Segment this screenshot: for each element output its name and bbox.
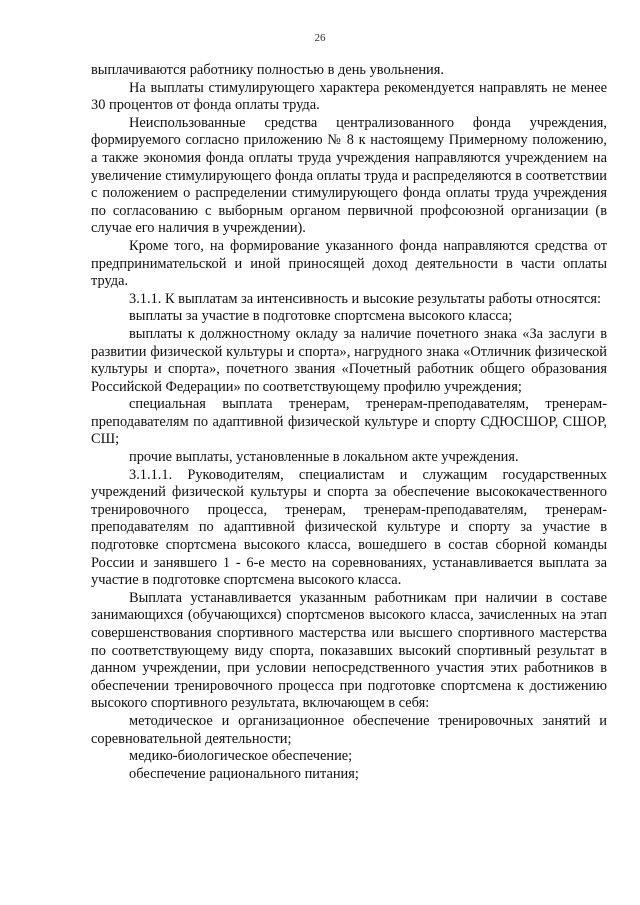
paragraph: 3.1.1. К выплатам за интенсивность и высокие результаты работы относятся: — [129, 290, 601, 307]
paragraph: 3.1.1.1. Руководителям, специалистам и служащим государственных учреждений физической культуры и спорта за обеспечение высококачественного тренировочного процесса, тренерам, тренерам-преподавателям, тренерам-преподавателям по адаптивной физической культуре и спорту за участие в подготовке спортсмена высокого класса, вошедшего в состав сборной команды России и занявшего 1 - 6-е место на соревнованиях, устанавливается выплата за участие в подготовке спортсмена высокого класса. — [91, 466, 607, 589]
page-number: 26 — [314, 32, 326, 44]
paragraph: выплаты за участие в подготовке спортсмена высокого класса; — [129, 308, 513, 325]
document-body — [91, 62, 607, 783]
paragraph: обеспечение рационального питания; — [129, 765, 359, 782]
paragraph: выплаты к должностному окладу за наличие почетного знака «За заслуги в развитии физической культуры и спорта», нагрудного знака «Отличник физической культуры и спорта», почетного звания «Почетный работник общего образования Российской Федерации» по соответствующему профилю учреждения; — [91, 325, 607, 395]
paragraph: прочие выплаты, установленные в локальном акте учреждения. — [129, 449, 519, 466]
paragraph: медико-биологическое обеспечение; — [129, 748, 353, 765]
paragraph: Кроме того, на формирование указанного фонда направляются средства от предпринимательской и иной приносящей доход деятельности в части оплаты труда. — [91, 237, 607, 290]
paragraph: Выплата устанавливается указанным работникам при наличии в составе занимающихся (обучающихся) спортсменов высокого класса, зачисленных на этап совершенствования спортивного мастерства или высшего спортивного мастерства по соответствующему виду спорта, показавших высокий спортивный результат в данном учреждении, при условии непосредственного участия этих работников в обеспечении тренировочного процесса при подготовке спортсмена к достижению высокого спортивного результата, включающем в себя: — [91, 589, 607, 712]
paragraph: специальная выплата тренерам, тренерам-преподавателям, тренерам-преподавателям по адаптивной физической культуре и спорту СДЮСШОР, СШОР, СШ; — [91, 396, 607, 448]
paragraph: На выплаты стимулирующего характера рекомендуется направлять не менее 30 процентов от фонда оплаты труда. — [91, 79, 607, 114]
paragraph: выплачиваются работнику полностью в день увольнения. — [91, 62, 444, 78]
paragraph: Неиспользованные средства централизованного фонда учреждения, формируемого согласно приложению № 8 к настоящему Примерному положению, а также экономия фонда оплаты труда учреждения направляются учреждением на увеличение стимулирующего фонда оплаты труда и распределяются в соответствии с положением о распределении стимулирующего фонда оплаты труда учреждения по согласованию с выборным органом первичной профсоюзной организации (в случае его наличия в учреждении). — [91, 114, 607, 237]
paragraph: методическое и организационное обеспечение тренировочных занятий и соревновательной деятельности; — [91, 712, 607, 747]
